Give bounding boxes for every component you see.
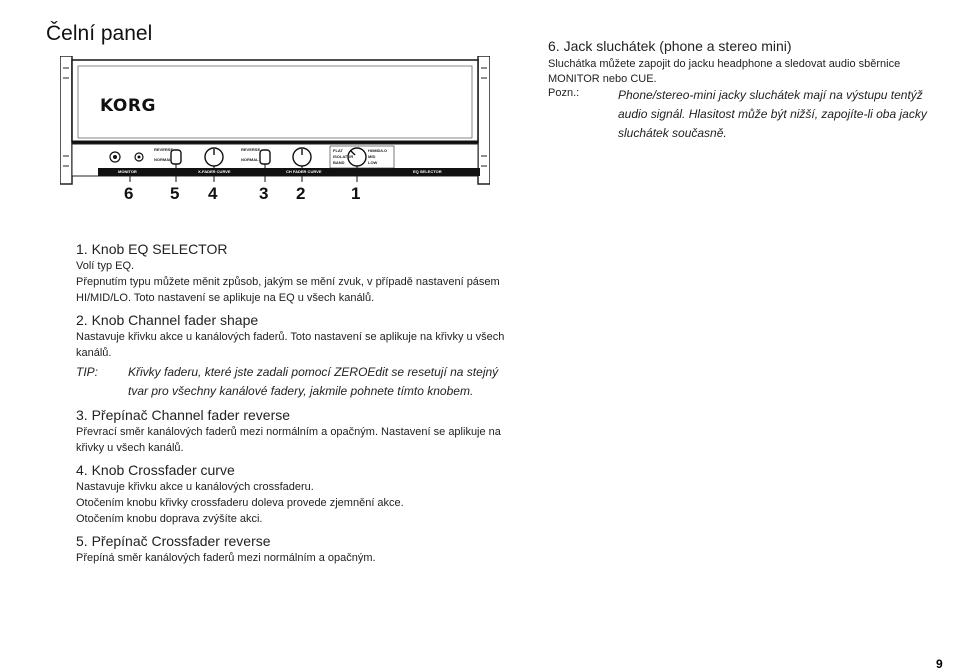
panel-brand-logo: KORG xyxy=(100,96,156,116)
eq-option-1: FLAT xyxy=(333,148,343,153)
eq-option-4: HI/MID/LO xyxy=(368,148,388,153)
eq-option-3: BAND xyxy=(333,160,345,165)
headphone-jack-note xyxy=(548,86,953,143)
list-item xyxy=(76,461,516,527)
item-text: Nastavuje křivku akce u kanálových crossfaderu. xyxy=(76,481,314,493)
item-title: 2. Knob Channel fader shape xyxy=(76,312,259,328)
note-label: Pozn.: xyxy=(548,87,580,99)
callout-3: 3 xyxy=(259,184,269,203)
note-text: Phone/stereo-mini jacky sluchátek mají na výstupu tentýž audio signál. Hlasitost může být nižší, zapojíte-li oba jacky sluchátek současně. xyxy=(618,88,927,140)
controls-list xyxy=(76,240,516,566)
eq-selector-label: EQ SELECTOR xyxy=(413,169,442,174)
item-text: Přepíná směr kanálových faderů mezi normálním a opačným. xyxy=(76,552,376,564)
item-text: Převrací směr kanálových faderů mezi normálním a opačným. Nastavení se aplikuje na křivky u všech kanálů. xyxy=(76,426,501,454)
eq-option-6: LOW xyxy=(368,160,378,165)
channel-fader-curve-label: CH FADER CURVE xyxy=(286,169,322,174)
tip-text: Křivky faderu, které jste zadali pomocí ZEROEdit se resetují na stejný tvar pro všechny kanálové fadery, jakmile pohnete tímto knobem. xyxy=(128,365,499,398)
callout-1: 1 xyxy=(351,184,361,203)
headphone-jack-heading: 6. Jack sluchátek (phone a stereo mini) xyxy=(548,38,792,54)
front-panel-illustration xyxy=(60,56,490,212)
page-title: Čelní panel xyxy=(46,22,153,45)
eq-option-5: MID xyxy=(368,154,376,159)
list-item xyxy=(76,240,516,306)
item-title: 5. Přepínač Crossfader reverse xyxy=(76,533,271,549)
tip-label: TIP: xyxy=(76,365,99,379)
callout-4: 4 xyxy=(208,184,218,203)
item-text: Volí typ EQ. xyxy=(76,260,135,272)
headphone-jack-body: Sluchátka můžete zapojit do jacku headphone a sledovat audio sběrnice MONITOR nebo CUE. xyxy=(548,58,901,85)
normal-label-2: NORMAL xyxy=(241,157,259,162)
callout-5: 5 xyxy=(170,184,180,203)
list-item xyxy=(76,406,516,456)
item-title: 4. Knob Crossfader curve xyxy=(76,462,235,478)
eq-option-2: ISOLATOR xyxy=(333,154,354,159)
list-item xyxy=(76,311,516,401)
reverse-label-2: REVERSE xyxy=(241,147,261,152)
page-number: 9 xyxy=(936,657,943,671)
headphone-jack-section xyxy=(548,38,953,143)
list-item xyxy=(76,532,516,566)
normal-label-1: NORMAL xyxy=(154,157,172,162)
callout-6: 6 xyxy=(124,184,134,203)
monitor-label: MONITOR xyxy=(118,169,137,174)
callout-2: 2 xyxy=(296,184,306,203)
item-text: Otočením knobu křivky crossfaderu doleva provede zjemnění akce. xyxy=(76,497,404,509)
item-title: 3. Přepínač Channel fader reverse xyxy=(76,407,291,423)
tip-note xyxy=(76,363,516,401)
item-text: Otočením knobu doprava zvýšíte akci. xyxy=(76,513,263,525)
item-text: Přepnutím typu můžete měnit způsob, jakým se mění zvuk, v případě nastavení pásem HI/MID/LO. Toto nastavení se aplikuje na EQ u všech kanálů. xyxy=(76,276,500,304)
item-title: 1. Knob EQ SELECTOR xyxy=(76,241,228,257)
reverse-label-1: REVERSE xyxy=(154,147,174,152)
item-text: Nastavuje křivku akce u kanálových faderů. Toto nastavení se aplikuje na křivky u všech kanálů. xyxy=(76,331,505,359)
crossfader-curve-label: X-FADER CURVE xyxy=(198,169,231,174)
